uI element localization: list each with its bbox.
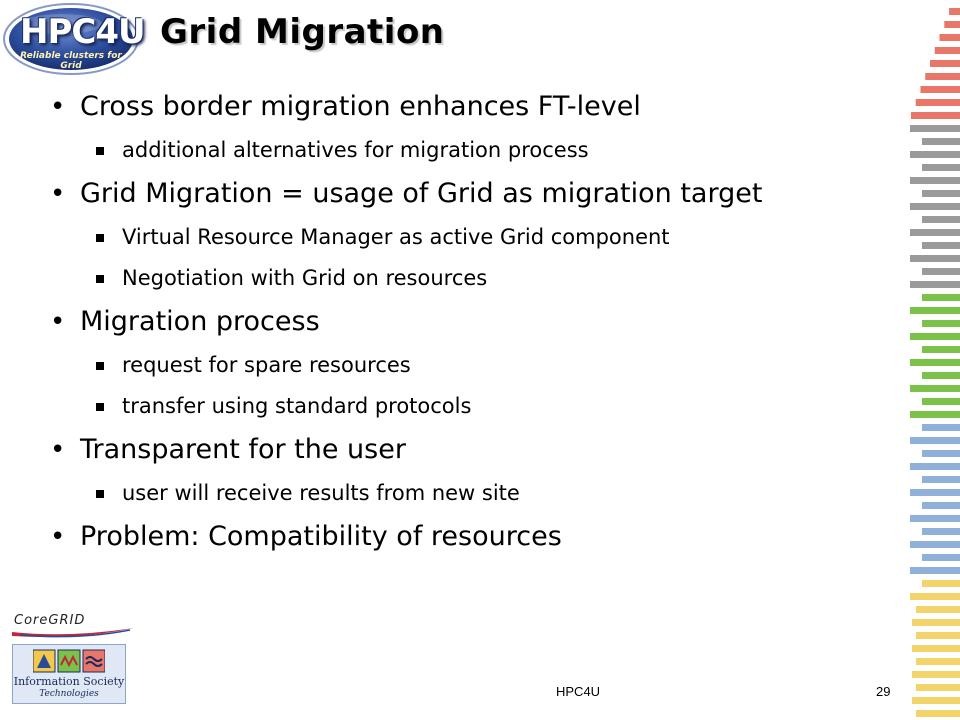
- ruler-tick: [935, 47, 960, 54]
- ruler-tick: [912, 697, 960, 704]
- ruler-tick: [910, 125, 960, 132]
- ruler-tick: [910, 463, 960, 470]
- bullet-group-4: [0, 427, 900, 514]
- bullet-dot-icon: •: [50, 522, 66, 552]
- sub-bullet: [0, 386, 900, 427]
- main-bullet-text: Transparent for the user: [80, 434, 406, 465]
- slide-title: Grid Migration: [160, 12, 445, 52]
- ruler-tick: [910, 307, 960, 314]
- bullet-list: [0, 84, 900, 560]
- coregrid-text: CoreGRID: [14, 613, 86, 628]
- ruler-tick: [922, 528, 960, 535]
- ruler-tick: [910, 385, 960, 392]
- ruler-tick: [949, 8, 960, 15]
- ruler-tick: [910, 567, 960, 574]
- main-bullet-text: Migration process: [80, 306, 320, 337]
- ruler-tick: [916, 99, 960, 106]
- decorative-ruler: [900, 0, 960, 720]
- ruler-tick: [910, 229, 960, 236]
- ruler-tick: [922, 138, 960, 145]
- ruler-tick: [922, 346, 960, 353]
- ruler-tick: [910, 151, 960, 158]
- main-bullet-text: Grid Migration = usage of Grid as migration target: [80, 178, 763, 209]
- logo-tagline: Reliable clusters for Grid: [20, 51, 122, 71]
- ruler-tick: [920, 86, 960, 93]
- ruler-tick: [912, 645, 960, 652]
- ruler-tick: [912, 671, 960, 678]
- sub-bullet-text: transfer using standard protocols: [122, 394, 472, 418]
- square-bullet-icon: [96, 147, 104, 155]
- ruler-tick: [916, 632, 960, 639]
- bullet-group-1: [0, 84, 900, 171]
- ruler-tick: [910, 437, 960, 444]
- sub-bullet: [0, 217, 900, 258]
- ist-logo: [12, 644, 126, 704]
- ruler-tick: [916, 710, 960, 717]
- square-bullet-icon: [96, 490, 104, 498]
- main-bullet: [0, 84, 900, 130]
- ruler-tick: [922, 476, 960, 483]
- square-bullet-icon: [96, 403, 104, 411]
- ruler-tick: [910, 281, 960, 288]
- ist-symbols-icon: [33, 649, 105, 673]
- bullet-dot-icon: •: [50, 435, 66, 465]
- hpc4u-logo: [2, 2, 145, 76]
- sub-bullet-text: request for spare resources: [122, 353, 411, 377]
- ruler-tick: [910, 255, 960, 262]
- ruler-tick: [916, 658, 960, 665]
- ruler-tick: [910, 203, 960, 210]
- ruler-tick: [922, 268, 960, 275]
- bullet-dot-icon: •: [50, 92, 66, 122]
- ruler-tick: [910, 541, 960, 548]
- square-bullet-icon: [96, 234, 104, 242]
- sub-bullet: [0, 130, 900, 171]
- ruler-tick: [911, 112, 960, 119]
- ruler-tick: [922, 502, 960, 509]
- sub-bullet: [0, 258, 900, 299]
- ruler-tick: [910, 177, 960, 184]
- ruler-tick: [922, 580, 960, 587]
- logo-text: HPC4U: [20, 12, 145, 52]
- ruler-tick: [922, 554, 960, 561]
- sub-bullet-text: Negotiation with Grid on resources: [122, 266, 488, 290]
- ruler-tick: [922, 320, 960, 327]
- ruler-tick: [922, 372, 960, 379]
- square-bullet-icon: [96, 362, 104, 370]
- ruler-tick: [922, 424, 960, 431]
- ruler-tick: [940, 34, 960, 41]
- ruler-tick: [922, 450, 960, 457]
- square-bullet-icon: [96, 275, 104, 283]
- page-number: 29: [876, 684, 891, 699]
- ruler-tick: [910, 411, 960, 418]
- bullet-group-3: [0, 299, 900, 427]
- ruler-tick: [922, 294, 960, 301]
- ist-line-1: Information Society: [13, 675, 125, 688]
- sub-bullet: [0, 473, 900, 514]
- main-bullet: [0, 427, 900, 473]
- main-bullet: [0, 171, 900, 217]
- ruler-tick: [922, 190, 960, 197]
- sub-bullet-text: additional alternatives for migration process: [122, 138, 589, 162]
- coregrid-logo: [10, 610, 136, 640]
- main-bullet: [0, 514, 900, 560]
- ruler-tick: [912, 619, 960, 626]
- bullet-dot-icon: •: [50, 179, 66, 209]
- footer-label: HPC4U: [556, 684, 601, 699]
- ruler-tick: [922, 242, 960, 249]
- ruler-tick: [922, 164, 960, 171]
- ruler-tick: [916, 684, 960, 691]
- ruler-tick: [910, 489, 960, 496]
- ist-line-2: Technologies: [39, 689, 99, 699]
- main-bullet-text: Problem: Compatibility of resources: [80, 521, 562, 552]
- ruler-tick: [922, 216, 960, 223]
- ruler-tick: [944, 21, 960, 28]
- sub-bullet: [0, 345, 900, 386]
- ruler-tick: [910, 593, 960, 600]
- ruler-tick: [930, 60, 960, 67]
- sub-bullet-text: Virtual Resource Manager as active Grid component: [122, 225, 670, 249]
- main-bullet: [0, 299, 900, 345]
- ruler-tick: [925, 73, 960, 80]
- ruler-tick: [910, 515, 960, 522]
- sub-bullet-text: user will receive results from new site: [122, 481, 520, 505]
- bullet-group-2: [0, 171, 900, 299]
- bullet-dot-icon: •: [50, 307, 66, 337]
- main-bullet-text: Cross border migration enhances FT-level: [80, 91, 641, 122]
- bullet-group-5: [0, 514, 900, 560]
- ruler-tick: [922, 398, 960, 405]
- ruler-tick: [910, 359, 960, 366]
- ruler-tick: [916, 606, 960, 613]
- ruler-tick: [910, 333, 960, 340]
